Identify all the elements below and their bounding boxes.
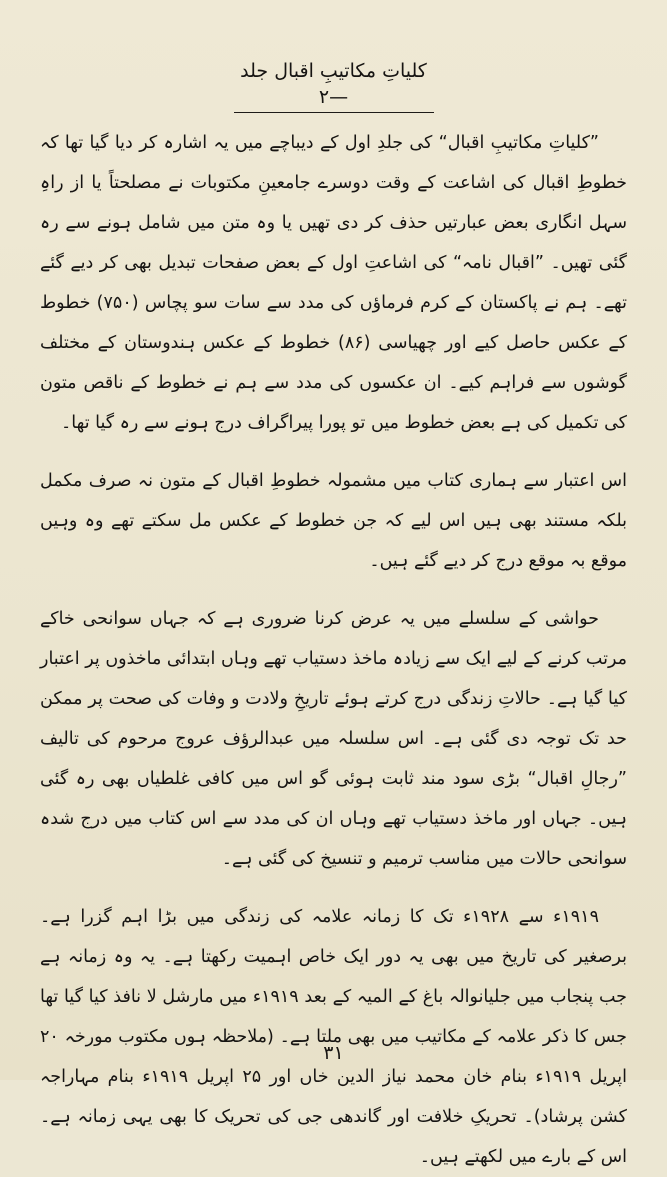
paragraph: ”کلیاتِ مکاتیبِ اقبال“ کی جلدِ اول کے دیباچے میں یہ اشارہ کر دیا گیا تھا کہ خطوطِ اقبال کی اشاعت کے وقت دوسرے جامعینِ مکتوبات نے مصلحتاً یا از راہِ سہل انگاری بعض عبارتیں حذف کر دی تھیں یا وہ متن میں شامل ہونے سے رہ گئی تھیں۔ ”اقبال نامہ“ کی اشاعتِ اول کے بعض صفحات تبدیل بھی کر دیے گئے تھے۔ ہم نے پاکستان کے کرم فرماؤں کی مدد سے سات سو پچاس (۷۵۰) خطوط کے عکس حاصل کیے اور چھیاسی (۸۶) خطوط کے عکس ہندوستان کے مختلف گوشوں سے فراہم کیے۔ ان عکسوں کی مدد سے ہم نے خطوط کے ناقص متون کی تکمیل کی ہے بعض خطوط میں تو پورا پیراگراف درج ہونے سے رہ گیا تھا۔ bbox=[40, 133, 627, 433]
page-number: ۳۱ bbox=[323, 1042, 344, 1064]
running-head: کلیاتِ مکاتیبِ اقبال جلد—۲ bbox=[234, 58, 434, 113]
body-text bbox=[40, 123, 627, 1177]
paragraph: اس اعتبار سے ہماری کتاب میں مشمولہ خطوطِ اقبال کے متون نہ صرف مکمل بلکہ مستند بھی ہیں اس لیے کہ جن خطوط کے عکس مل سکتے تھے وہ وہیں موقع بہ موقع درج کر دیے گئے ہیں۔ bbox=[40, 471, 627, 571]
paragraph: حواشی کے سلسلے میں یہ عرض کرنا ضروری ہے کہ جہاں سوانحی خاکے مرتب کرنے کے لیے ایک سے زیادہ ماخذ دستیاب تھے وہاں ابتدائی ماخذوں پر اعتبار کیا گیا ہے۔ حالاتِ زندگی درج کرتے ہوئے تاریخِ ولادت و وفات کی صحت پر ممکن حد تک توجہ دی گئی ہے۔ اس سلسلہ میں عبدالرؤف عروج مرحوم کی تالیف ”رجالِ اقبال“ بڑی سود مند ثابت ہوئی گو اس میں کافی غلطیاں بھی رہ گئی ہیں۔ جہاں اور ماخذ دستیاب تھے وہاں ان کی مدد سے اس کتاب میں درج شدہ سوانحی حالات میں مناسب ترمیم و تنسیخ کی گئی ہے۔ bbox=[40, 609, 627, 869]
paragraph: ۱۹۱۹ء سے ۱۹۲۸ء تک کا زمانہ علامہ کی زندگی میں بڑا اہم گزرا ہے۔ برصغیر کی تاریخ میں بھی یہ دور ایک خاص اہمیت رکھتا ہے۔ یہ وہ زمانہ ہے جب پنجاب میں جلیانوالہ باغ کے المیہ کے بعد ۱۹۱۹ء میں مارشل لا نافذ کیا گیا تھا جس کا ذکر علامہ کے مکاتیب میں بھی ملتا ہے۔ (ملاحظہ ہوں مکتوب مورخہ ۲۰ اپریل ۱۹۱۹ء بنام خان محمد نیاز الدین خاں اور ۲۵ اپریل ۱۹۱۹ء بنام مہاراجہ کشن پرشاد)۔ تحریکِ خلافت اور گاندھی جی کی تحریک کا بھی یہی زمانہ ہے۔ اس کے بارے میں لکھتے ہیں۔ bbox=[40, 907, 627, 1167]
